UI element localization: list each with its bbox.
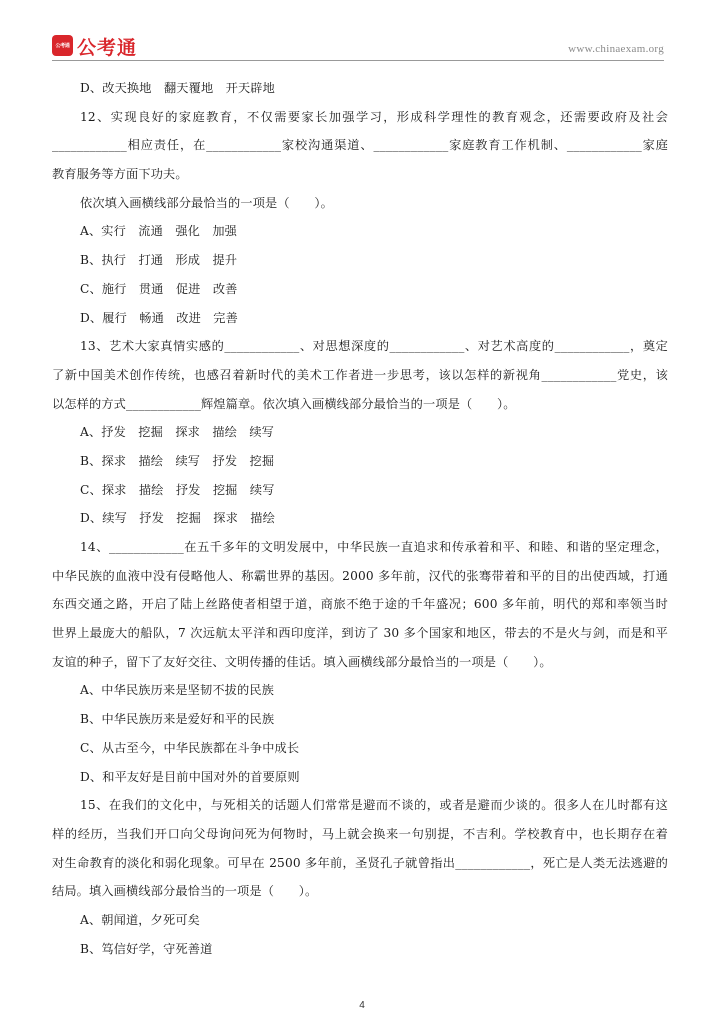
option-15-a: A、朝闻道，夕死可矣: [80, 912, 200, 927]
page-number: 4: [359, 1000, 365, 1011]
question-13-text-line: 13、艺术大家真情实感的____________、对思想深度的____________、对艺术高度的____________，奠定: [80, 339, 668, 354]
question-15-text-line: 15、在我们的文化中，与死相关的话题人们常常是避而不谈的，或者是避而少谈的。很多人在儿时都有这: [80, 798, 668, 813]
option-12-a: A、实行 流通 强化 加强: [80, 224, 238, 239]
question-12-prompt: 依次填入画横线部分最恰当的一项是（ ）。: [80, 195, 333, 210]
question-14-text-line: 中华民族的血液中没有侵略他人、称霸世界的基因。2000 多年前，汉代的张骞带着和平的目的出使西域，打通: [52, 568, 668, 583]
logo-badge: 公考通: [52, 35, 73, 56]
site-url: www.chinaexam.org: [568, 43, 664, 55]
logo-text: 公考通: [77, 37, 138, 59]
page-header: [52, 34, 664, 62]
page-content: [52, 74, 668, 963]
option-12-d: D、履行 畅通 改进 完善: [80, 310, 238, 325]
option-13-a: A、抒发 挖掘 探求 描绘 续写: [80, 425, 275, 440]
question-14-text-line: 东西交通之路，开启了陆上丝路使者相望于道，商旅不绝于途的千年盛况；600 多年前，明代的郑和率领当时: [52, 597, 668, 612]
option-14-b: B、中华民族历来是爱好和平的民族: [80, 712, 275, 727]
option-13-c: C、探求 描绘 抒发 挖掘 续写: [80, 482, 275, 497]
question-12-text-line: 12、实现良好的家庭教育，不仅需要家长加强学习，形成科学理性的教育观念，还需要政府及社会: [80, 109, 668, 124]
question-15-text-line: 对生命教育的淡化和弱化现象。可早在 2500 多年前，圣贤孔子就曾指出____________，死亡是人类无法逃避的: [52, 855, 668, 870]
option-12-c: C、施行 贯通 促进 改善: [80, 281, 238, 296]
option-13-d: D、续写 抒发 挖掘 探求 描绘: [80, 511, 275, 526]
question-13-text-line: 以怎样的方式____________辉煌篇章。依次填入画横线部分最恰当的一项是（ ）。: [52, 396, 516, 411]
question-14-text-line: 友谊的种子，留下了友好交往、文明传播的佳话。填入画横线部分最恰当的一项是（ ）。: [52, 654, 552, 669]
option-11-d: D、改天换地 翻天覆地 开天辟地: [80, 81, 275, 95]
question-15-text-line: 结局。填入画横线部分最恰当的一项是（ ）。: [52, 884, 318, 899]
option-15-b: B、笃信好学，守死善道: [80, 941, 213, 956]
question-15-text-line: 样的经历，当我们开口向父母询问死为何物时，马上就会换来一句别提，不吉利。学校教育中，也长期存在着: [52, 826, 668, 841]
option-13-b: B、探求 描绘 续写 抒发 挖掘: [80, 453, 275, 468]
question-14-text-line: 14、____________在五千多年的文明发展中，中华民族一直追求和传承着和平、和睦、和谐的坚定理念，: [80, 540, 668, 554]
question-12-text-line: 教育服务等方面下功夫。: [52, 167, 188, 182]
option-14-a: A、中华民族历来是坚韧不拔的民族: [80, 683, 275, 698]
header-divider: [52, 60, 664, 61]
option-12-b: B、执行 打通 形成 提升: [80, 253, 238, 268]
question-12-text-line: ____________相应责任，在____________家校沟通渠道、____________家庭教育工作机制、____________家庭: [52, 138, 668, 153]
question-14-text-line: 世界上最庞大的船队，7 次远航太平洋和西印度洋，到访了 30 多个国家和地区，带去的不是火与剑，而是和平: [52, 626, 668, 641]
option-14-c: C、从古至今，中华民族都在斗争中成长: [80, 740, 300, 755]
option-14-d: D、和平友好是目前中国对外的首要原则: [80, 769, 300, 784]
question-13-text-line: 了新中国美术创作传统，也感召着新时代的美术工作者进一步思考，该以怎样的新视角____________党史，该: [52, 367, 668, 382]
